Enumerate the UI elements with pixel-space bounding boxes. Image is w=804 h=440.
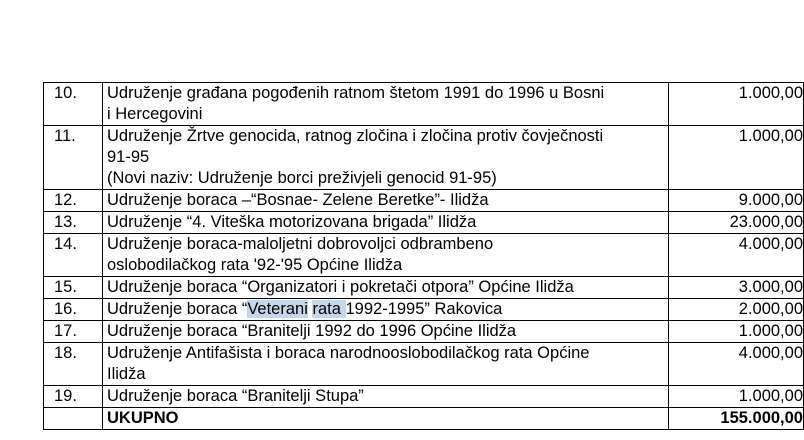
name-text-before: Udruženje boraca “ (107, 300, 248, 318)
table-row (44, 343, 804, 386)
table-row (44, 190, 804, 212)
name-line: (Novi naziv: Udruženje borci preživjeli genocid 91-95) (107, 169, 497, 187)
row-number: 19. (44, 386, 103, 408)
selected-text[interactable]: rata (312, 300, 346, 318)
name-line: Udruženje boraca “Branitelji Stupa” (107, 387, 364, 405)
name-line: 91-95 (107, 148, 150, 166)
organization-name (103, 321, 669, 343)
row-number: 11. (44, 126, 103, 190)
row-number: 17. (44, 321, 103, 343)
row-number: 12. (44, 190, 103, 212)
organization-name (103, 234, 669, 277)
name-line: i Hercegovini (107, 105, 203, 123)
table-row (44, 126, 804, 190)
name-line: Udruženje boraca –“Bosnae- Zelene Beretke”- Ilidža (107, 191, 489, 209)
total-row (44, 408, 804, 430)
table-row (44, 212, 804, 234)
name-line: Udruženje boraca “Branitelji 1992 do 1996 Općine Ilidža (107, 322, 517, 340)
organization-name (103, 212, 669, 234)
amount-cell: 1.000,00 (669, 386, 804, 408)
amount-cell: 4.000,00 (669, 234, 804, 277)
amount-cell: 23.000,00 (669, 212, 804, 234)
name-line: Udruženje boraca-maloljetni dobrovoljci odbrambeno (107, 235, 494, 253)
table-row (44, 386, 804, 408)
name-line: Udruženje Žrtve genocida, ratnog zločina i zločina protiv čovječnosti (107, 127, 604, 145)
row-number: 14. (44, 234, 103, 277)
table-row (44, 277, 804, 299)
organization-name[interactable] (103, 299, 669, 321)
selected-text[interactable]: Veterani (247, 300, 308, 318)
name-line: Udruženje boraca “Organizatori i pokretači otpora” Općine Ilidža (107, 278, 574, 296)
amount-cell: 2.000,00 (669, 299, 804, 321)
name-line: Udruženje građana pogođenih ratnom štetom 1991 do 1996 u Bosni (107, 84, 605, 102)
organization-name (103, 190, 669, 212)
name-line: Ilidža (107, 365, 146, 383)
name-text-after: 1992-1995” Rakovica (345, 300, 503, 318)
table-row (44, 234, 804, 277)
name-line (107, 299, 668, 320)
name-line: Udruženje Antifašista i boraca narodnooslobodilačkog rata Općine (107, 344, 590, 362)
amount-cell: 3.000,00 (669, 277, 804, 299)
name-line: oslobodilačkog rata '92-'95 Općine Ilidža (107, 256, 403, 274)
amount-cell: 1.000,00 (669, 126, 804, 190)
total-amount: 155.000,00 (669, 408, 804, 430)
table-body (44, 83, 804, 430)
organization-name (103, 386, 669, 408)
table-row (44, 321, 804, 343)
amount-cell: 1.000,00 (669, 321, 804, 343)
organization-name (103, 277, 669, 299)
row-number: 10. (44, 83, 103, 126)
organization-name (103, 343, 669, 386)
total-label: UKUPNO (103, 408, 669, 430)
organization-name (103, 126, 669, 190)
allocation-table (43, 82, 804, 430)
amount-cell: 9.000,00 (669, 190, 804, 212)
row-number: 16. (44, 299, 103, 321)
row-number: 15. (44, 277, 103, 299)
table-row (44, 299, 804, 321)
amount-cell: 1.000,00 (669, 83, 804, 126)
amount-cell: 4.000,00 (669, 343, 804, 386)
total-number-cell (44, 408, 103, 430)
table-row (44, 83, 804, 126)
row-number: 18. (44, 343, 103, 386)
organization-name (103, 83, 669, 126)
row-number: 13. (44, 212, 103, 234)
name-line: Udruženje “4. Viteška motorizovana brigada” Ilidža (107, 213, 477, 231)
